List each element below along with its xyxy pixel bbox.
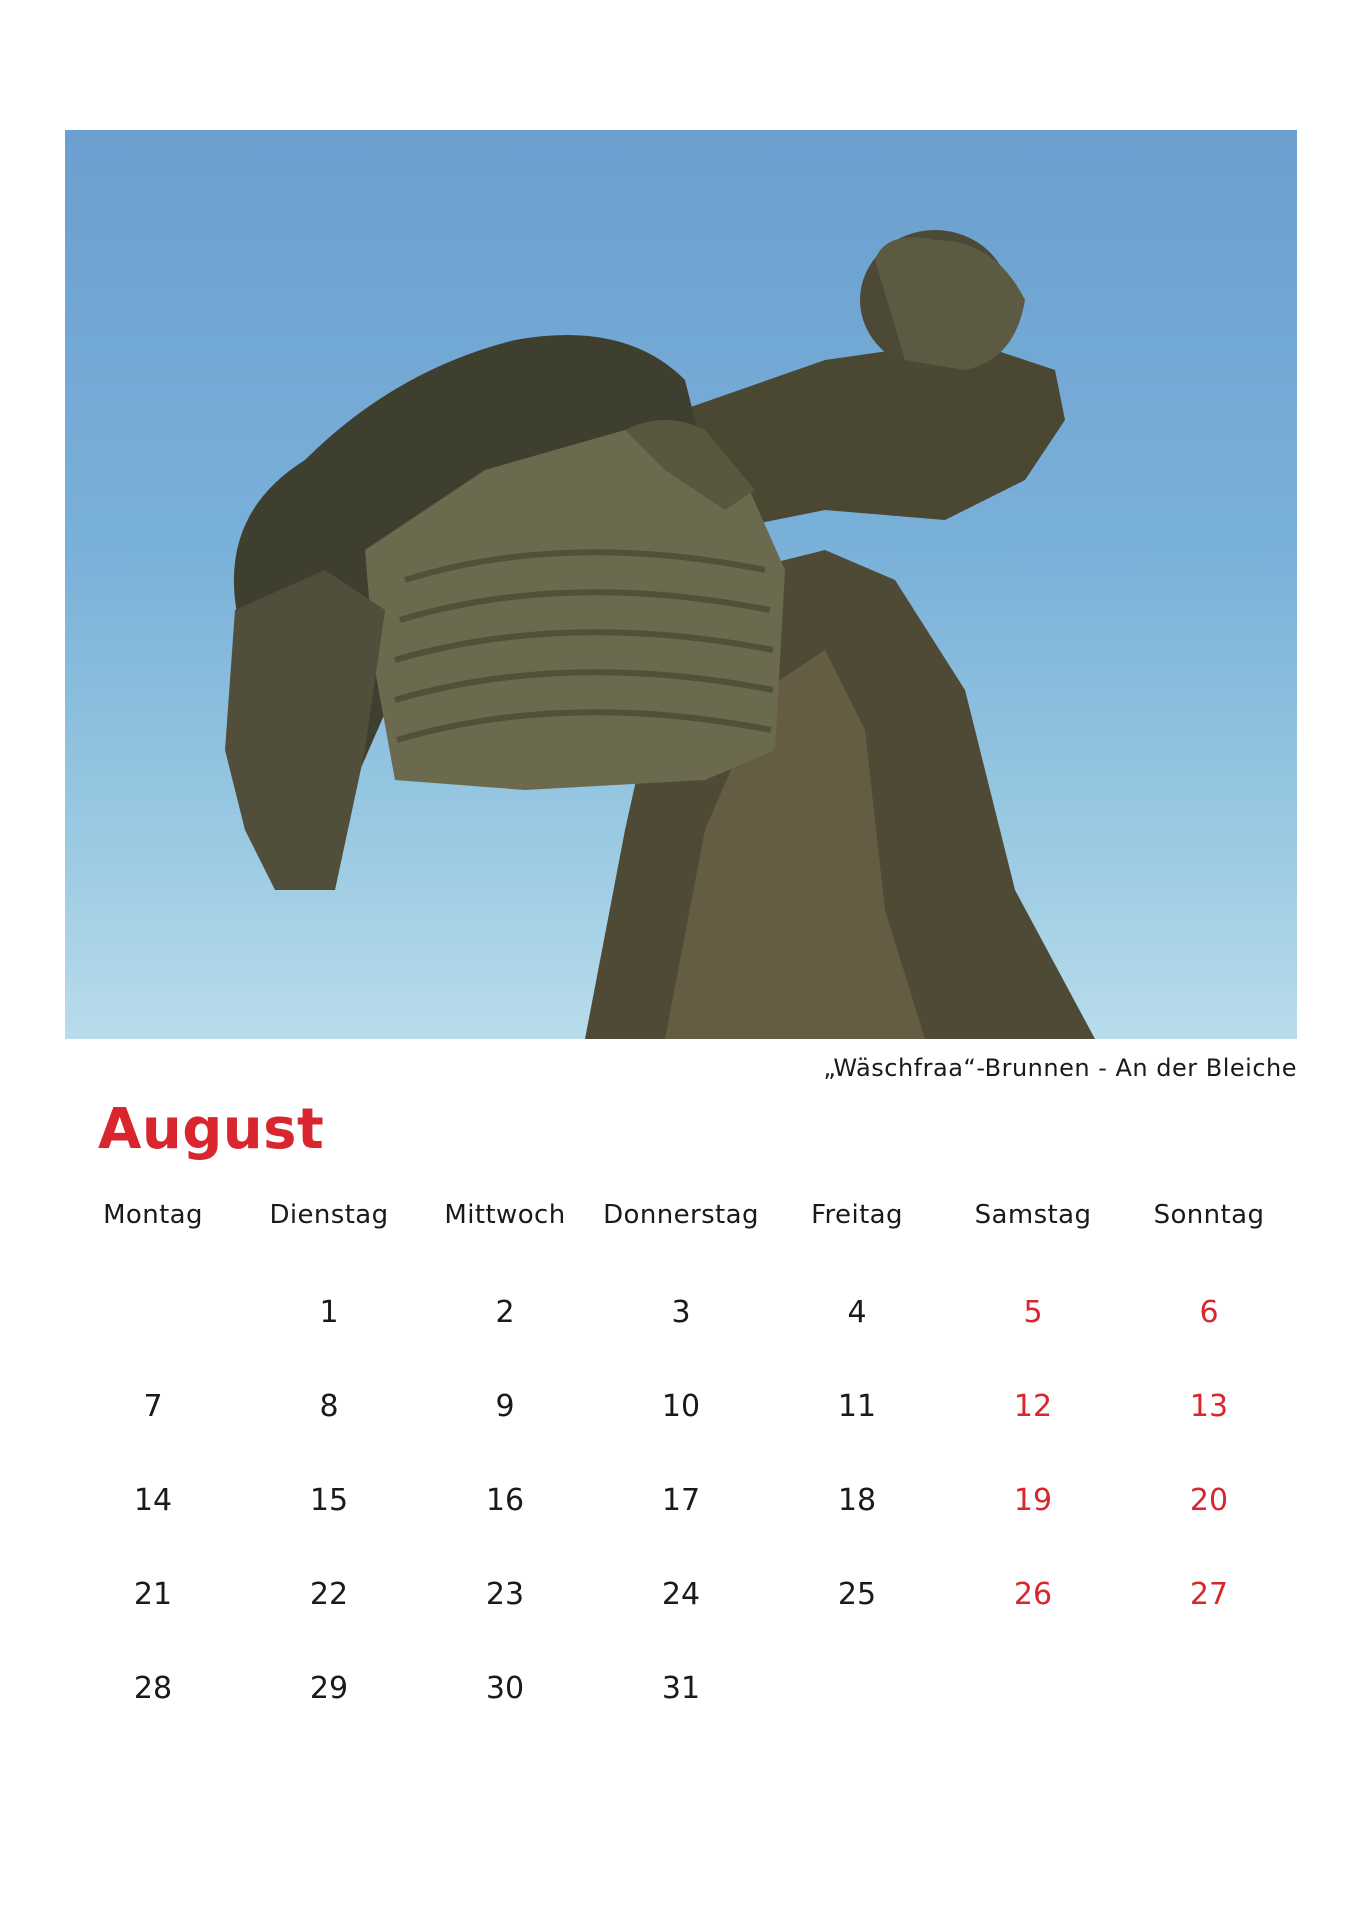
day-cell: 4 [847, 1295, 867, 1330]
weekday-tuesday: Dienstag [269, 1200, 389, 1230]
statue-photo [65, 130, 1297, 1039]
weekday-saturday: Samstag [974, 1200, 1092, 1230]
day-cell: 18 [837, 1483, 877, 1518]
week-row-5 [65, 1661, 1297, 1755]
day-cell-weekend: 26 [1013, 1577, 1053, 1612]
weekday-header-row [65, 1185, 1297, 1265]
statue-illustration [65, 130, 1297, 1039]
week-row-1 [65, 1285, 1297, 1379]
day-cell: 21 [133, 1577, 173, 1612]
weekday-sunday: Sonntag [1153, 1200, 1265, 1230]
day-cell: 29 [309, 1671, 349, 1706]
day-cell: 25 [837, 1577, 877, 1612]
week-row-2 [65, 1379, 1297, 1473]
week-row-3 [65, 1473, 1297, 1567]
day-cell: 15 [309, 1483, 349, 1518]
day-cell-weekend: 19 [1013, 1483, 1053, 1518]
weekday-friday: Freitag [811, 1200, 903, 1230]
day-cell: 8 [319, 1389, 339, 1424]
day-cell: 23 [485, 1577, 525, 1612]
day-cell-weekend: 27 [1189, 1577, 1229, 1612]
day-cell: 17 [661, 1483, 701, 1518]
day-cell-weekend: 12 [1013, 1389, 1053, 1424]
weekday-thursday: Donnerstag [603, 1200, 759, 1230]
day-cell-weekend: 6 [1199, 1295, 1219, 1330]
day-cell: 11 [837, 1389, 877, 1424]
day-cell: 31 [661, 1671, 701, 1706]
day-cell: 30 [485, 1671, 525, 1706]
day-cell: 10 [661, 1389, 701, 1424]
week-row-4 [65, 1567, 1297, 1661]
day-cell: 28 [133, 1671, 173, 1706]
day-cell-weekend: 20 [1189, 1483, 1229, 1518]
day-cell: 14 [133, 1483, 173, 1518]
weekday-wednesday: Mittwoch [444, 1200, 566, 1230]
day-cell: 22 [309, 1577, 349, 1612]
weekday-monday: Montag [103, 1200, 203, 1230]
month-title: August [98, 1097, 325, 1162]
day-cell: 16 [485, 1483, 525, 1518]
calendar-grid [65, 1185, 1297, 1755]
day-cell: 1 [319, 1295, 339, 1330]
photo-caption: „Wäschfraa“-Brunnen - An der Bleiche [823, 1054, 1297, 1082]
day-cell: 3 [671, 1295, 691, 1330]
day-cell: 2 [495, 1295, 515, 1330]
day-cell-weekend: 5 [1023, 1295, 1043, 1330]
day-cell: 24 [661, 1577, 701, 1612]
day-cell: 7 [143, 1389, 163, 1424]
day-cell: 9 [495, 1389, 515, 1424]
day-cell-weekend: 13 [1189, 1389, 1229, 1424]
